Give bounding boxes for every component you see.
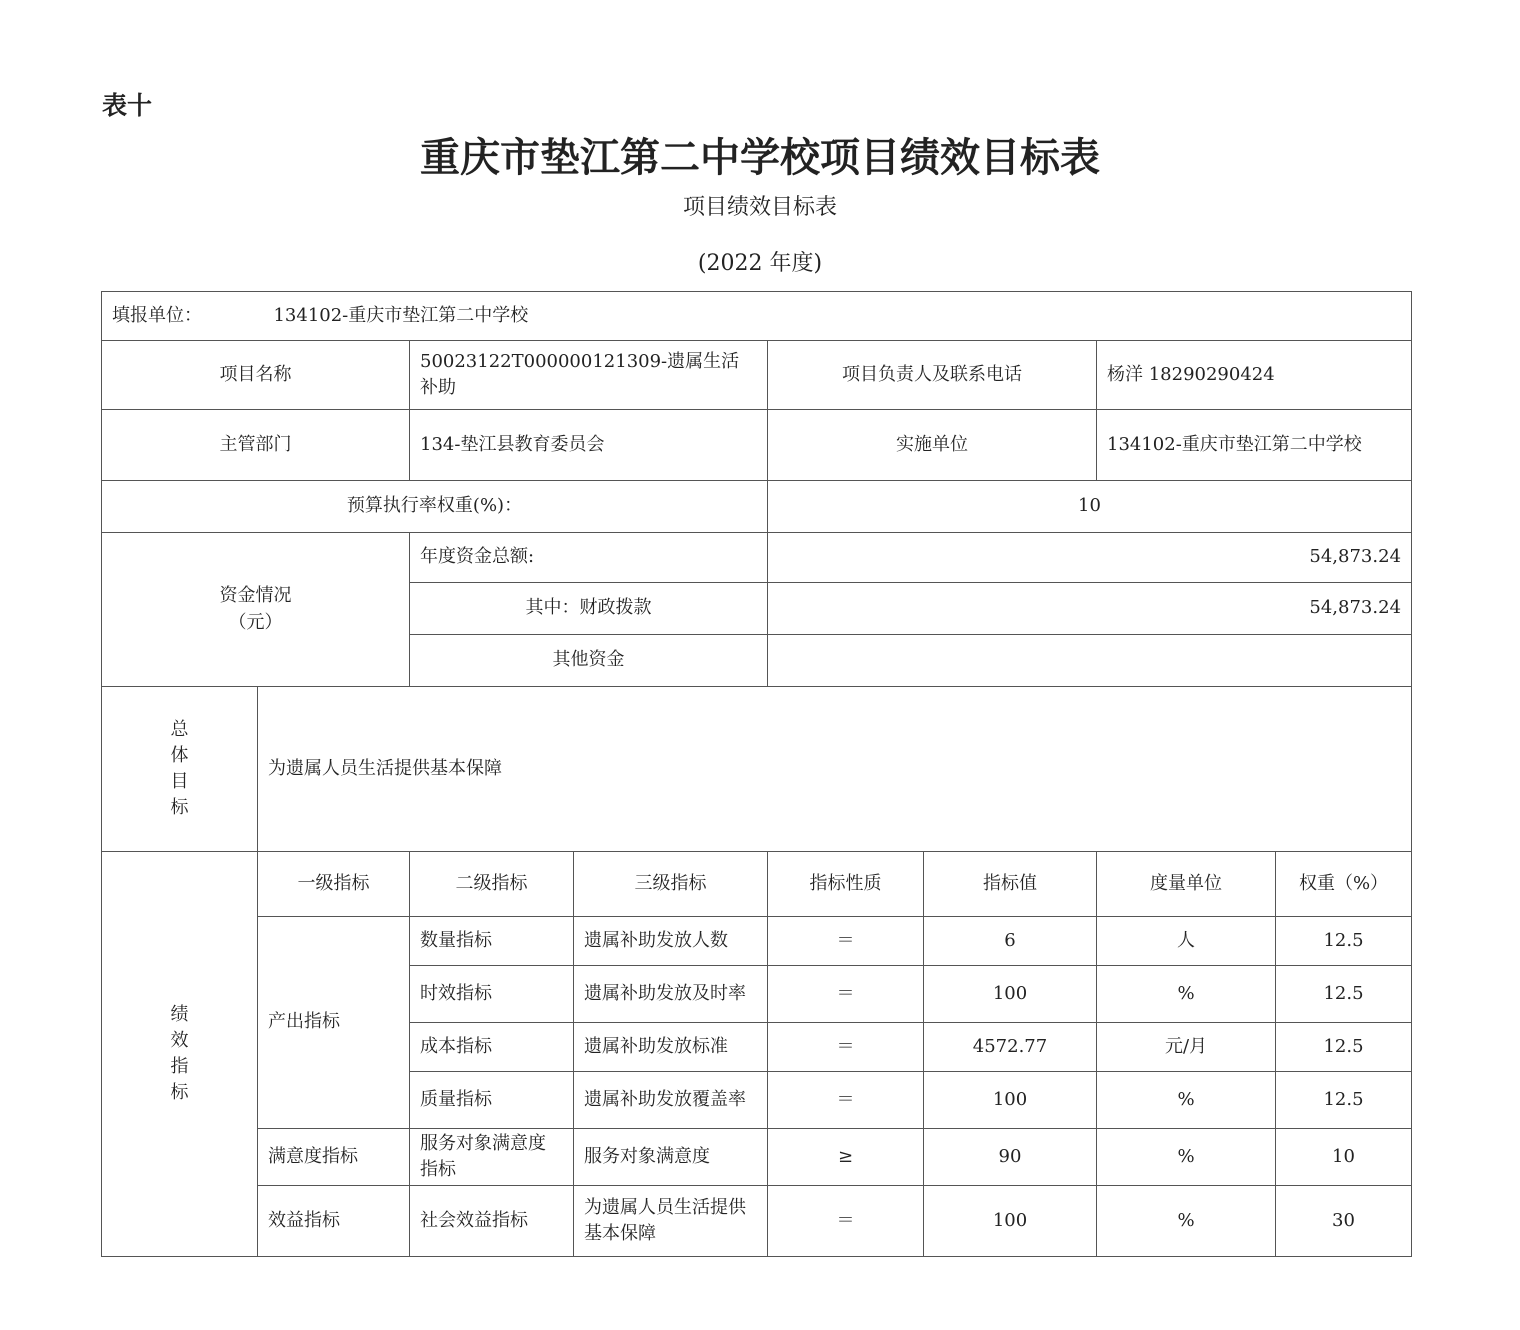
goal-label-char: 目	[170, 771, 189, 792]
value-cell: 90	[924, 1129, 1097, 1186]
page-subtitle: 项目绩效目标表	[682, 195, 837, 220]
project-row	[102, 341, 1412, 410]
level1-cell: 效益指标	[258, 1186, 410, 1257]
unit-cell: 元/月	[1097, 1023, 1276, 1072]
project-name-label: 项目名称	[102, 341, 410, 410]
nature-cell: ≥	[768, 1129, 924, 1186]
goal-row	[102, 687, 1412, 852]
weight-cell: 12.5	[1276, 1072, 1412, 1129]
unit-label: 填报单位：	[112, 304, 202, 326]
dept-label: 主管部门	[102, 410, 410, 481]
indicators-label-char: 效	[170, 1029, 189, 1051]
value-cell: 100	[924, 1072, 1097, 1129]
unit-cell: 人	[1097, 917, 1276, 966]
unit-value: 134102-重庆市垫江第二中学校	[273, 304, 529, 326]
nature-cell: ＝	[768, 1186, 924, 1257]
impl-label: 实施单位	[768, 410, 1097, 481]
funds-unit: （元）	[228, 611, 283, 633]
value-cell: 6	[924, 917, 1097, 966]
dept-row	[102, 410, 1412, 481]
level3-cell: 遗属补助发放及时率	[574, 966, 768, 1023]
funds-fiscal-label: 其中：财政拨款	[410, 583, 768, 635]
table-number: 表十	[102, 91, 153, 120]
level2-cell: 质量指标	[410, 1072, 574, 1129]
table-row	[102, 1186, 1412, 1257]
funds-other-label: 其他资金	[410, 635, 768, 687]
value-cell: 4572.77	[924, 1023, 1097, 1072]
contact-value: 杨洋 18290290424	[1097, 341, 1412, 410]
column-header: 度量单位	[1097, 852, 1276, 917]
weight-cell: 30	[1276, 1186, 1412, 1257]
level3-cell: 遗属补助发放人数	[574, 917, 768, 966]
budget-rate-row	[102, 481, 1412, 533]
fiscal-year: (2022 年度)	[697, 251, 823, 276]
indicators-label-char: 绩	[170, 1003, 189, 1025]
unit-cell: %	[1097, 1186, 1276, 1257]
unit-cell: %	[1097, 966, 1276, 1023]
level3-cell: 服务对象满意度	[574, 1129, 768, 1186]
funds-other-value	[768, 635, 1412, 687]
column-header: 一级指标	[258, 852, 410, 917]
level1-cell: 满意度指标	[258, 1129, 410, 1186]
dept-value: 134-垫江县教育委员会	[410, 410, 768, 481]
weight-cell: 10	[1276, 1129, 1412, 1186]
value-cell: 100	[924, 966, 1097, 1023]
unit-cell: %	[1097, 1072, 1276, 1129]
nature-cell: ＝	[768, 1023, 924, 1072]
funds-total-value: 54,873.24	[768, 533, 1412, 583]
performance-table	[101, 291, 1412, 1257]
weight-cell: 12.5	[1276, 1023, 1412, 1072]
funds-fiscal-value: 54,873.24	[768, 583, 1412, 635]
level3-cell: 遗属补助发放标准	[574, 1023, 768, 1072]
value-cell: 100	[924, 1186, 1097, 1257]
level2-cell: 服务对象满意度指标	[410, 1129, 574, 1186]
budget-rate-label: 预算执行率权重(%)：	[102, 481, 768, 533]
funds-label-cell	[102, 533, 410, 687]
column-header: 指标值	[924, 852, 1097, 917]
unit-cell: %	[1097, 1129, 1276, 1186]
goal-label	[102, 687, 258, 852]
unit-row	[102, 292, 1412, 341]
level3-cell: 遗属补助发放覆盖率	[574, 1072, 768, 1129]
indicators-label-char: 标	[170, 1082, 189, 1104]
level2-cell: 时效指标	[410, 966, 574, 1023]
column-header: 权重（%）	[1276, 852, 1412, 917]
nature-cell: ＝	[768, 966, 924, 1023]
nature-cell: ＝	[768, 917, 924, 966]
column-header: 指标性质	[768, 852, 924, 917]
table-row	[102, 1129, 1412, 1186]
level2-cell: 成本指标	[410, 1023, 574, 1072]
impl-value: 134102-重庆市垫江第二中学校	[1097, 410, 1412, 481]
funds-label: 资金情况	[219, 585, 292, 607]
project-name-value: 50023122T000000121309-遗属生活补助	[410, 341, 768, 410]
column-header: 三级指标	[574, 852, 768, 917]
level1-cell: 产出指标	[258, 917, 410, 1129]
goal-label-char: 体	[170, 744, 189, 766]
goal-label-char: 标	[170, 797, 189, 819]
table-row	[102, 917, 1412, 966]
level2-cell: 数量指标	[410, 917, 574, 966]
contact-label: 项目负责人及联系电话	[768, 341, 1097, 410]
goal-label-char: 总	[170, 718, 189, 740]
indicators-label-char: 指	[170, 1056, 189, 1077]
level3-cell: 为遗属人员生活提供基本保障	[574, 1186, 768, 1257]
funds-total-label: 年度资金总额:	[410, 533, 768, 583]
indicators-label	[102, 852, 258, 1257]
goal-text: 为遗属人员生活提供基本保障	[258, 687, 1412, 852]
column-header: 二级指标	[410, 852, 574, 917]
weight-cell: 12.5	[1276, 917, 1412, 966]
nature-cell: ＝	[768, 1072, 924, 1129]
funds-total-row	[102, 533, 1412, 583]
page-title: 重庆市垫江第二中学校项目绩效目标表	[420, 134, 1100, 181]
level2-cell: 社会效益指标	[410, 1186, 574, 1257]
unit-cell	[102, 292, 1412, 341]
weight-cell: 12.5	[1276, 966, 1412, 1023]
indicator-header-row	[102, 852, 1412, 917]
budget-rate-value: 10	[768, 481, 1412, 533]
